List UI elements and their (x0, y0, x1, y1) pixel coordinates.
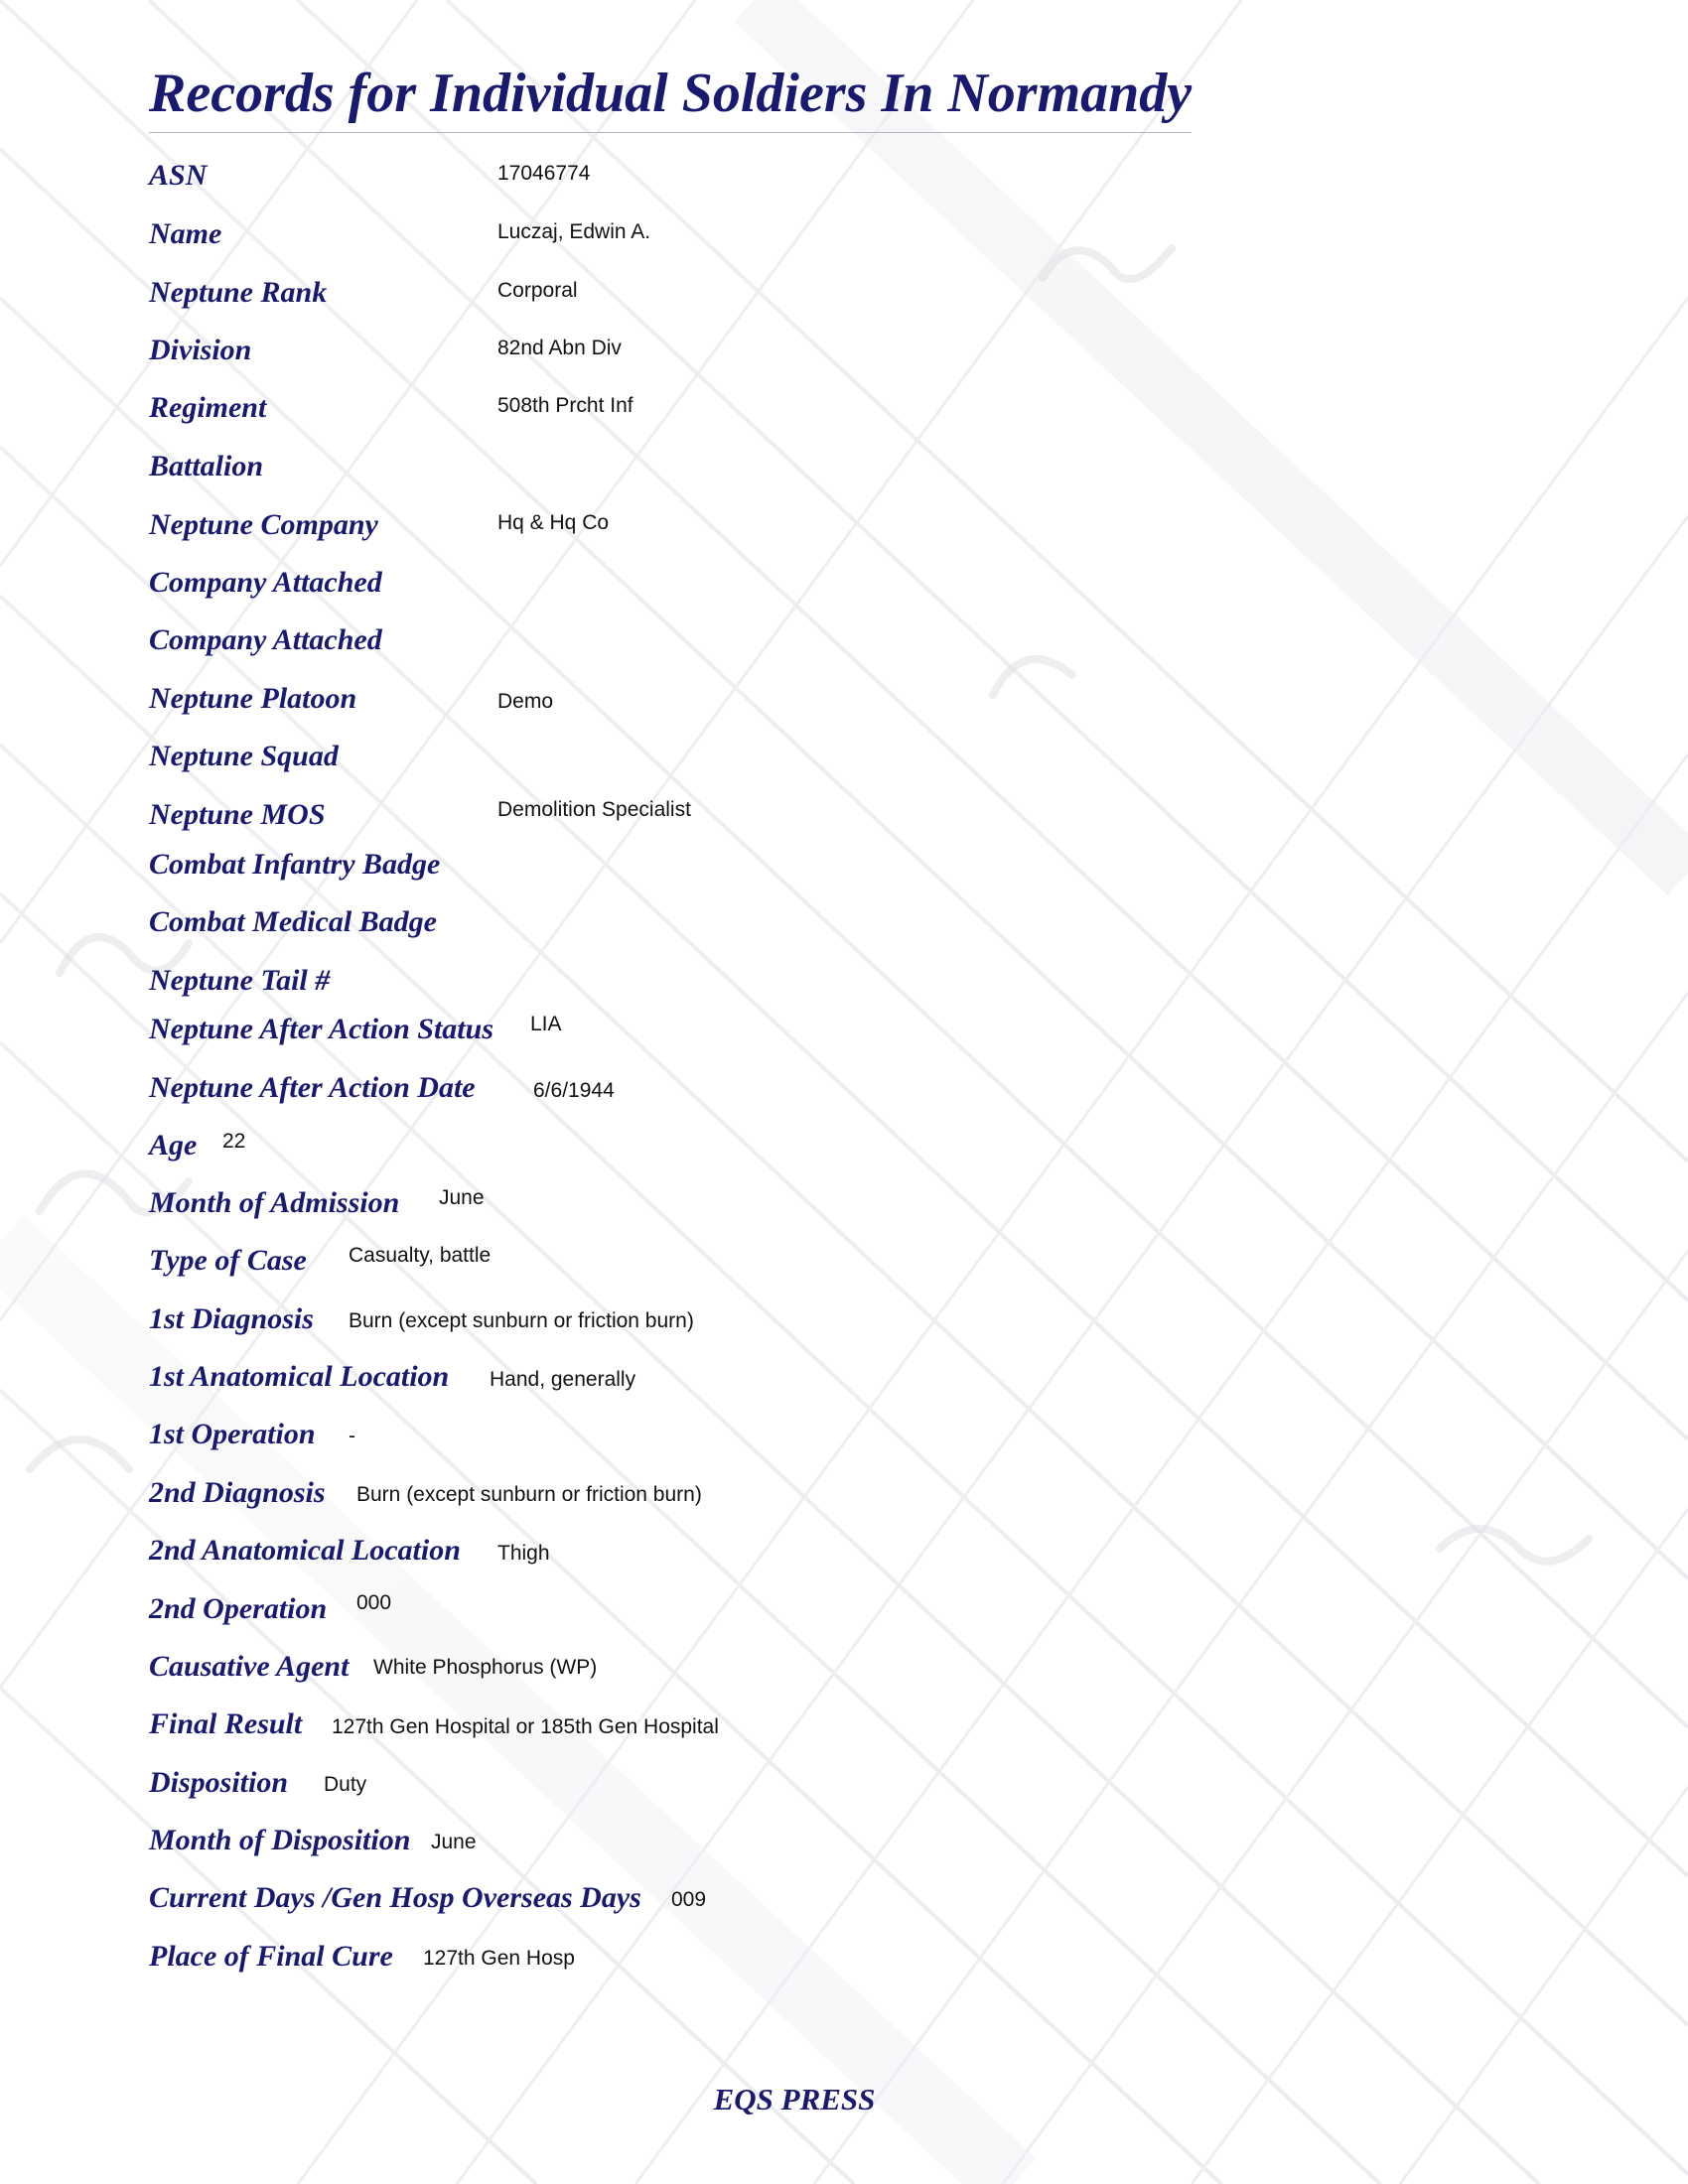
record-value-current-days: 009 (671, 1888, 707, 1911)
record-value-2nd-operation: 000 (356, 1591, 392, 1614)
record-value-type-of-case: Casualty, battle (349, 1244, 492, 1267)
record-value-name: Luczaj, Edwin A. (497, 220, 651, 243)
record-label-neptune-rank: Neptune Rank (149, 276, 328, 309)
record-value-neptune-company: Hq & Hq Co (497, 511, 610, 534)
record-label-age: Age (149, 1129, 198, 1161)
record-value-1st-anatomical-location: Hand, generally (490, 1368, 636, 1391)
record-label-month-of-disposition: Month of Disposition (149, 1824, 411, 1856)
record-label-month-of-admission: Month of Admission (149, 1186, 400, 1219)
record-label-company-attached-2: Company Attached (149, 623, 382, 656)
record-label-neptune-company: Neptune Company (149, 508, 378, 541)
record-value-1st-diagnosis: Burn (except sunburn or friction burn) (349, 1309, 694, 1332)
record-label-combat-infantry-badge: Combat Infantry Badge (149, 848, 441, 881)
record-value-age: 22 (222, 1130, 246, 1153)
record-label-2nd-anatomical-location: 2nd Anatomical Location (149, 1534, 461, 1567)
record-label-combat-medical-badge: Combat Medical Badge (149, 905, 437, 938)
record-value-neptune-rank: Corporal (497, 279, 578, 302)
record-value-1st-operation: - (349, 1425, 355, 1447)
record-label-place-of-final-cure: Place of Final Cure (149, 1940, 393, 1973)
page-title: Records for Individual Soldiers In Normandy (149, 63, 1193, 124)
record-label-disposition: Disposition (149, 1766, 289, 1799)
record-label-neptune-squad: Neptune Squad (149, 740, 339, 772)
record-value-after-action-status: LIA (530, 1013, 562, 1035)
record-label-2nd-diagnosis: 2nd Diagnosis (149, 1476, 326, 1509)
record-label-current-days: Current Days /Gen Hosp Overseas Days (149, 1881, 641, 1914)
record-label-regiment: Regiment (149, 391, 267, 424)
record-value-2nd-diagnosis: Burn (except sunburn or friction burn) (356, 1483, 702, 1506)
record-label-company-attached-1: Company Attached (149, 566, 382, 599)
record-value-month-of-admission: June (439, 1186, 485, 1209)
record-label-after-action-status: Neptune After Action Status (149, 1013, 493, 1045)
record-label-name: Name (149, 217, 222, 250)
record-value-neptune-platoon: Demo (497, 690, 554, 713)
record-label-neptune-platoon: Neptune Platoon (149, 682, 357, 715)
record-value-month-of-disposition: June (431, 1831, 477, 1853)
record-label-final-result: Final Result (149, 1707, 303, 1740)
record-label-division: Division (149, 334, 252, 366)
record-value-division: 82nd Abn Div (497, 337, 622, 359)
record-label-causative-agent: Causative Agent (149, 1650, 350, 1683)
record-value-place-of-final-cure: 127th Gen Hosp (423, 1947, 575, 1970)
record-label-1st-anatomical-location: 1st Anatomical Location (149, 1360, 450, 1393)
record-label-asn: ASN (149, 159, 208, 192)
record-label-after-action-date: Neptune After Action Date (149, 1071, 476, 1104)
record-value-regiment: 508th Prcht Inf (497, 394, 633, 417)
title-divider (149, 132, 1192, 133)
record-value-asn: 17046774 (497, 162, 591, 185)
record-label-neptune-mos: Neptune MOS (149, 798, 326, 831)
record-value-neptune-mos: Demolition Specialist (497, 798, 691, 821)
record-label-neptune-tail-number: Neptune Tail # (149, 964, 331, 997)
record-label-1st-diagnosis: 1st Diagnosis (149, 1302, 314, 1335)
record-value-after-action-date: 6/6/1944 (533, 1079, 615, 1102)
record-value-causative-agent: White Phosphorus (WP) (373, 1656, 598, 1679)
record-label-battalion: Battalion (149, 450, 264, 482)
record-label-type-of-case: Type of Case (149, 1244, 307, 1277)
record-value-disposition: Duty (324, 1773, 367, 1796)
record-value-final-result: 127th Gen Hospital or 185th Gen Hospital (332, 1715, 719, 1738)
record-label-2nd-operation: 2nd Operation (149, 1592, 328, 1625)
publisher-footer: EQS PRESS (713, 2082, 876, 2116)
record-value-2nd-anatomical-location: Thigh (497, 1542, 550, 1565)
record-label-1st-operation: 1st Operation (149, 1418, 316, 1450)
